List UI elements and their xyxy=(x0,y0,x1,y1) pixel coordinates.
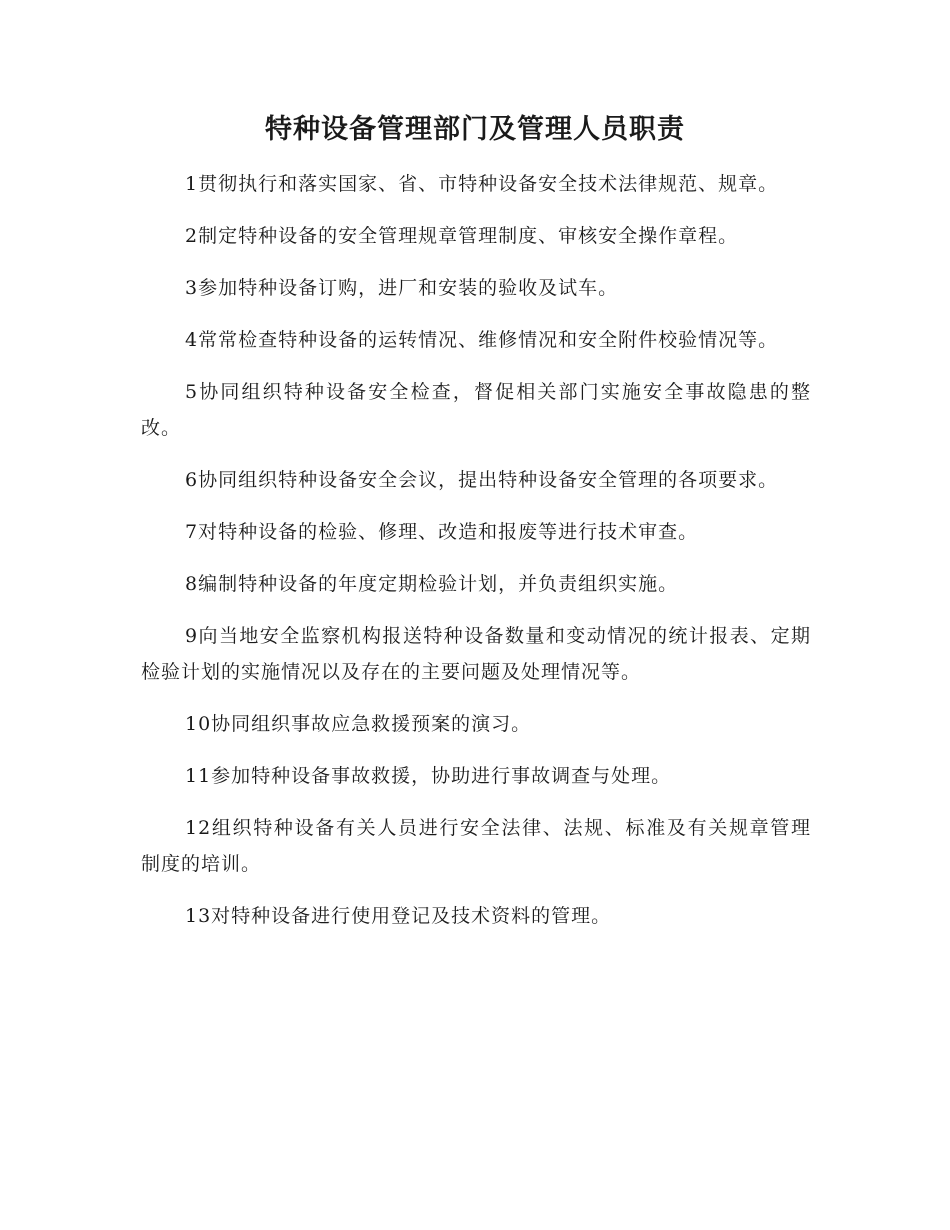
duty-item-5: 5协同组织特种设备安全检查，督促相关部门实施安全事故隐患的整改。 xyxy=(141,381,811,439)
duty-item-6: 6协同组织特种设备安全会议，提出特种设备安全管理的各项要求。 xyxy=(185,469,779,491)
document-title: 特种设备管理部门及管理人员职责 xyxy=(265,114,685,145)
duty-item-12: 12组织特种设备有关人员进行安全法律、法规、标准及有关规章管理制度的培训。 xyxy=(141,817,811,875)
duty-item-8: 8编制特种设备的年度定期检验计划，并负责组织实施。 xyxy=(185,573,679,595)
duty-item-3: 3参加特种设备订购，进厂和安装的验收及试车。 xyxy=(185,277,619,299)
duty-item-1: 1贯彻执行和落实国家、省、市特种设备安全技术法律规范、规章。 xyxy=(185,173,779,195)
duty-item-13: 13对特种设备进行使用登记及技术资料的管理。 xyxy=(185,905,612,927)
duty-item-2: 2制定特种设备的安全管理规章管理制度、审核安全操作章程。 xyxy=(185,225,739,247)
duty-item-11: 11参加特种设备事故救援，协助进行事故调查与处理。 xyxy=(185,765,672,787)
duty-item-7: 7对特种设备的检验、修理、改造和报废等进行技术审查。 xyxy=(185,521,699,543)
duty-item-10: 10协同组织事故应急救援预案的演习。 xyxy=(185,713,532,735)
duty-item-9: 9向当地安全监察机构报送特种设备数量和变动情况的统计报表、定期检验计划的实施情况以及存在的主要问题及处理情况等。 xyxy=(141,625,811,683)
duty-list xyxy=(141,166,811,950)
duty-item-4: 4常常检查特种设备的运转情况、维修情况和安全附件校验情况等。 xyxy=(185,329,779,351)
